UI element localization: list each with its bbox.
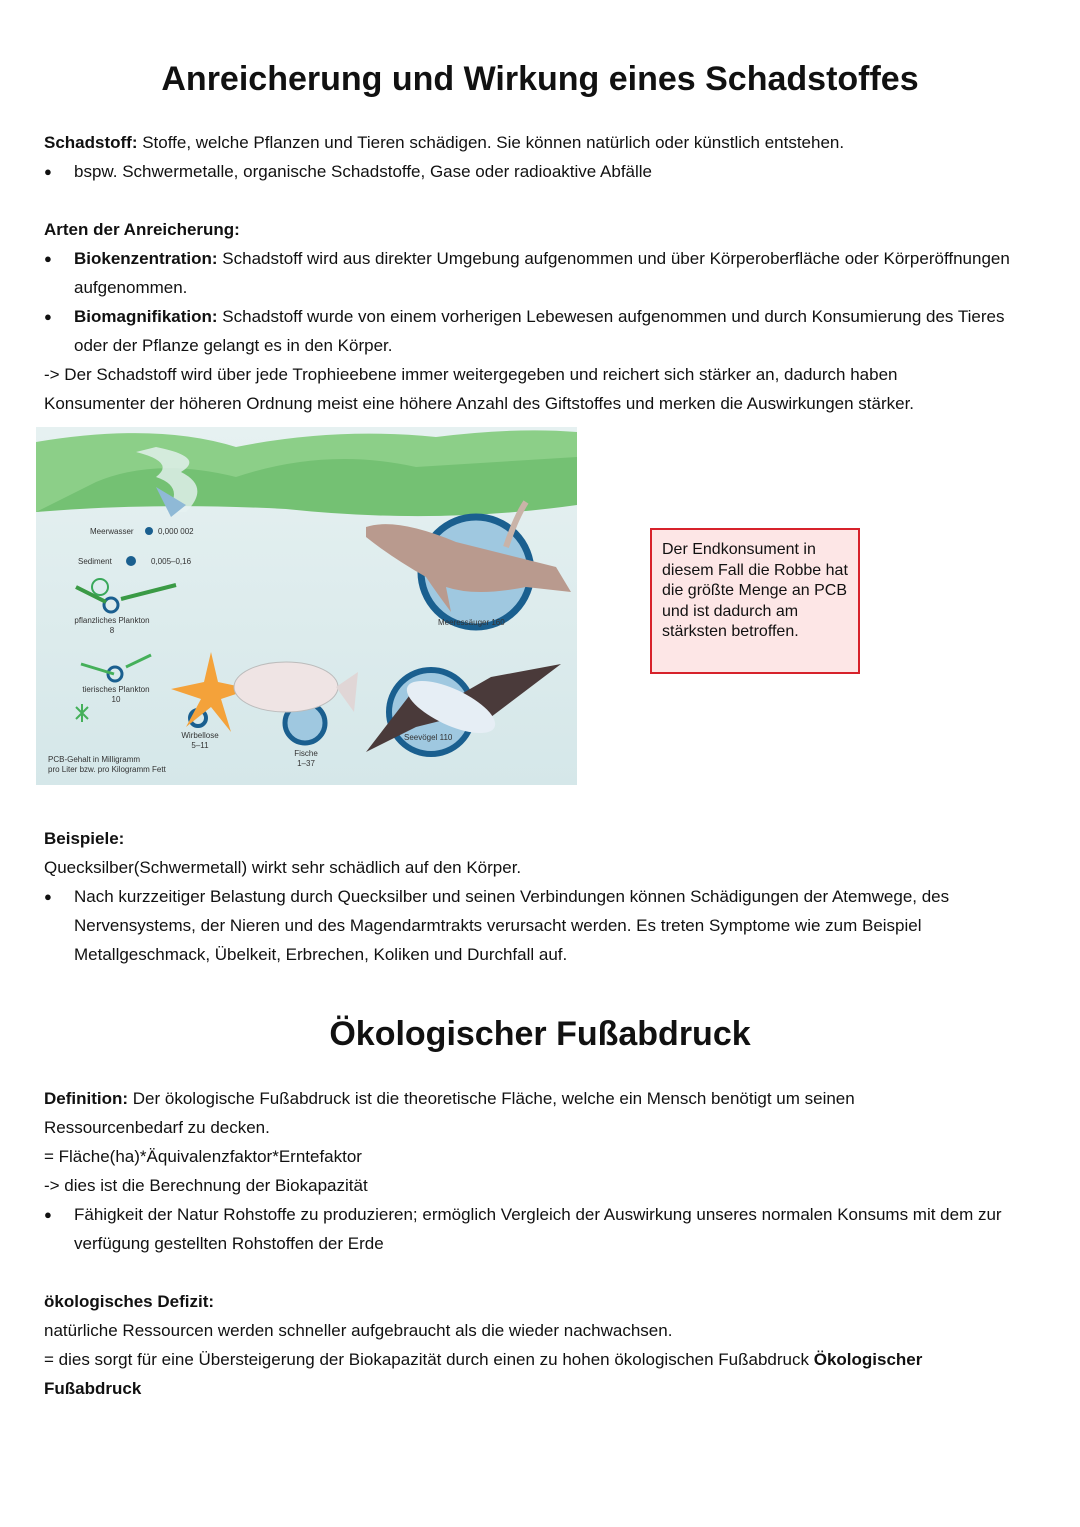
bullet-item: ● Biokenzentration: Schadstoff wird aus direkter Umgebung aufgenommen und über Körperoberfläche oder Körperöffnungen aufgenommen.: [44, 244, 1034, 302]
label-seevoegel: Seevögel 110: [404, 733, 453, 742]
page-title: Anreicherung und Wirkung eines Schadstoffes: [161, 60, 919, 98]
label-sediment: Sediment: [78, 557, 112, 566]
body-text: = dies sorgt für eine Übersteigerung der Biokapazität durch einen zu hohen ökologischen Fußabdruck: [44, 1350, 814, 1369]
legend-text: PCB-Gehalt in Milligramm: [48, 755, 141, 764]
schadstoff-section: [44, 128, 1034, 186]
value-tierisches-plankton: 10: [111, 695, 121, 704]
term-label: Definition:: [44, 1089, 129, 1108]
section-heading: Arten der Anreicherung:: [44, 220, 240, 239]
figure-illustration: [36, 427, 577, 785]
pcb-food-chain-figure: [36, 427, 577, 785]
definition-text: Stoffe, welche Pflanzen und Tieren schädigen. Sie können natürlich oder künstlich entstehen.: [137, 133, 845, 152]
bold-term: Ökologischer Fußabdruck: [44, 1350, 923, 1398]
definition-text: Der ökologische Fußabdruck ist die theoretische Fläche, welche ein Mensch benötigt um seinen Ressourcenbedarf zu decken.: [44, 1089, 855, 1137]
value-pflanzliches-plankton: 8: [109, 626, 115, 635]
section-heading: Beispiele:: [44, 829, 125, 848]
value-fische: 1–37: [297, 759, 315, 768]
value-wirbellose: 5–11: [191, 741, 209, 750]
value-sediment: 0,005–0,16: [151, 557, 192, 566]
label-fische: Fische: [294, 749, 318, 758]
term-label: Schadstoff:: [44, 133, 138, 152]
beispiele-section: [44, 824, 1034, 969]
label-wirbellose: Wirbellose: [181, 731, 219, 740]
defizit-section: [44, 1287, 1034, 1403]
definition-section: [44, 1084, 1034, 1258]
value-meerwasser: 0,000 002: [158, 527, 194, 536]
body-text: Quecksilber(Schwermetall) wirkt sehr schädlich auf den Körper.: [44, 858, 522, 877]
bullet-item: ● bspw. Schwermetalle, organische Schadstoffe, Gase oder radioaktive Abfälle: [44, 157, 1034, 186]
label-pflanzliches-plankton: pflanzliches Plankton: [74, 616, 150, 625]
section-title: Ökologischer Fußabdruck: [329, 1015, 751, 1053]
bullet-item: ● Fähigkeit der Natur Rohstoffe zu produzieren; ermöglich Vergleich der Auswirkung unseres normalen Konsums mit dem zur verfügung gestellten Rohstoffen der Erde: [44, 1200, 1034, 1258]
legend-text: pro Liter bzw. pro Kilogramm Fett: [48, 765, 166, 774]
bullet-item: ● Nach kurzzeitiger Belastung durch Quecksilber und seinen Verbindungen können Schädigungen der Atemwege, des Nervensystems, der Nieren und des Magendarmtrakts verursacht werden. Es treten Symptome wie zum Beispiel Metallgeschmack, Übelkeit, Erbrechen, Koliken und Durchfall auf.: [44, 882, 974, 969]
arten-section: [44, 215, 1034, 418]
label-tierisches-plankton: tierisches Plankton: [82, 685, 150, 694]
body-text: -> dies ist die Berechnung der Biokapazität: [44, 1176, 368, 1195]
label-meeressaeuger: Meeressäuger 160: [438, 618, 505, 627]
formula-text: = Fläche(ha)*Äquivalenzfaktor*Erntefaktor: [44, 1147, 362, 1166]
label-meerwasser: Meerwasser: [90, 527, 134, 536]
note-box: Der Endkonsument in diesem Fall die Robbe hat die größte Menge an PCB und ist dadurch am stärksten betroffen.: [650, 528, 860, 674]
body-text: natürliche Ressourcen werden schneller aufgebraucht als die wieder nachwachsen.: [44, 1321, 673, 1340]
conclusion-text: -> Der Schadstoff wird über jede Trophieebene immer weitergegeben und reichert sich stärker an, dadurch haben Konsumenter der höheren Ordnung meist eine höhere Anzahl des Giftstoffes und merken die Auswirkungen stärker.: [44, 365, 915, 413]
section-heading: ökologisches Defizit:: [44, 1292, 215, 1311]
bullet-item: ● Biomagnifikation: Schadstoff wurde von einem vorherigen Lebewesen aufgenommen und durch Konsumierung des Tieres oder der Pflanze gelangt es in den Körper.: [44, 302, 1034, 360]
